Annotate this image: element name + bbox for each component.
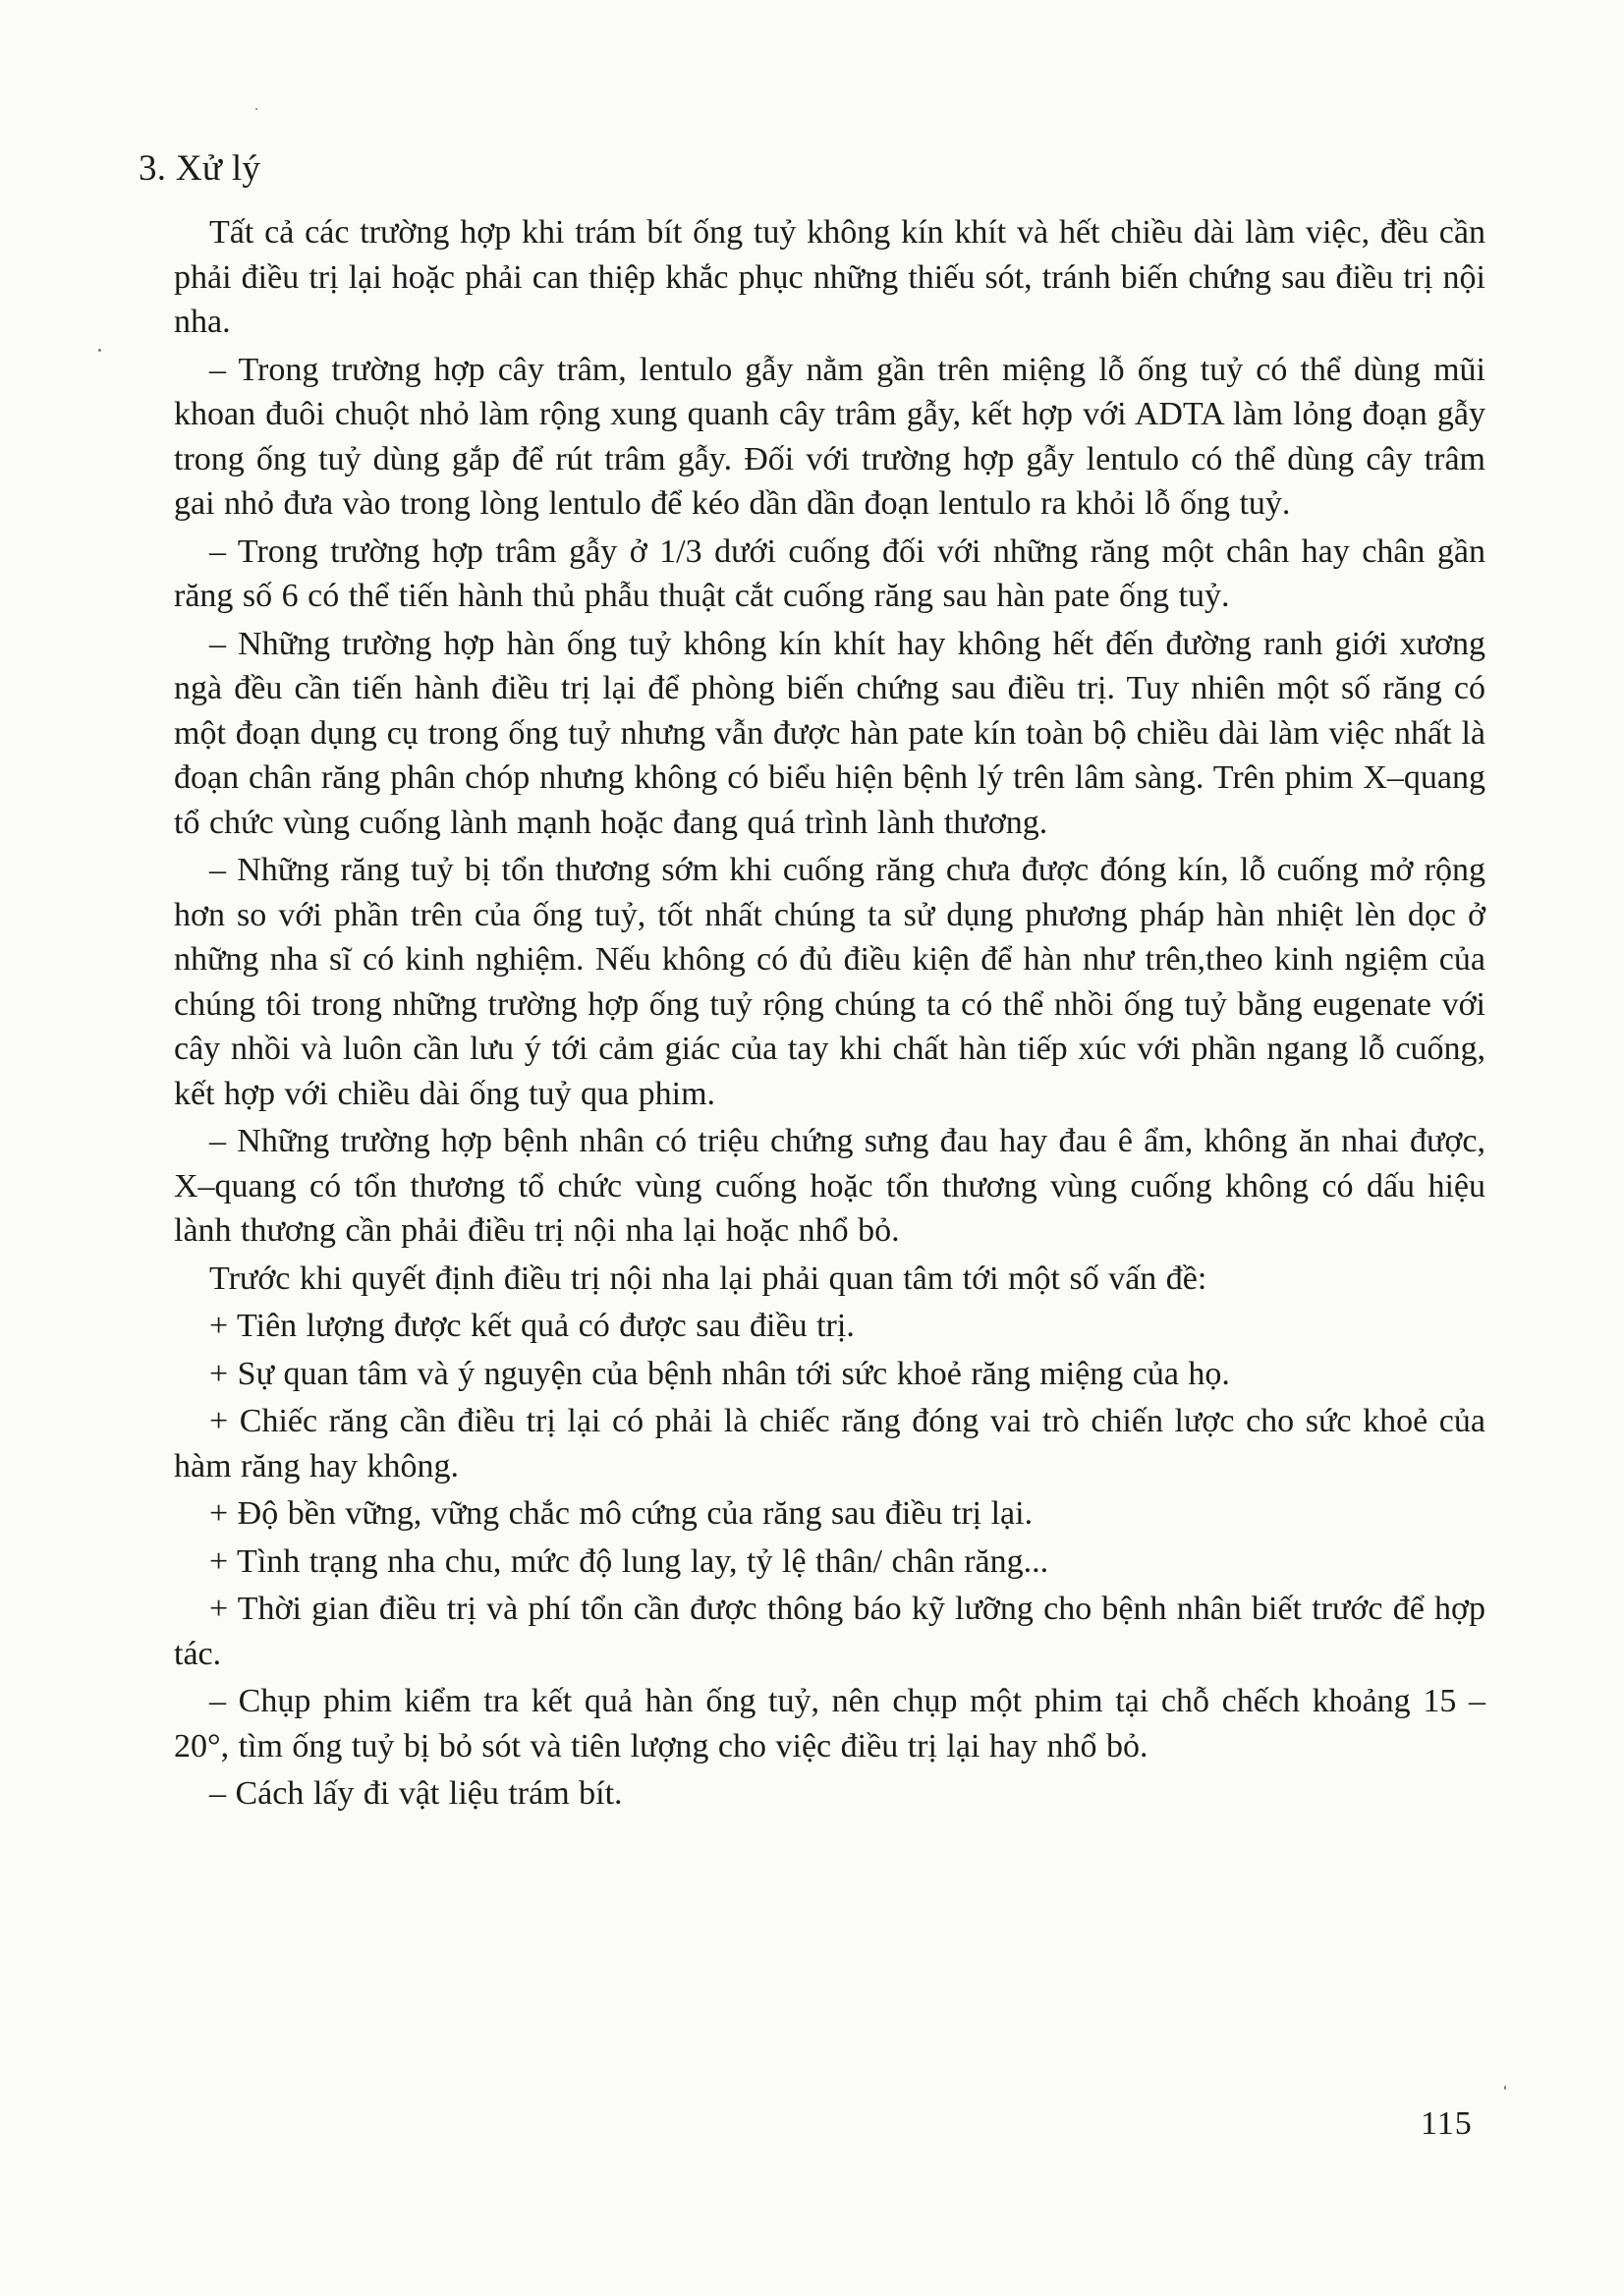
paragraph-broken-file: – Trong trường hợp cây trâm, lentulo gẫy nằm gần trên miệng lỗ ống tuỷ có thể dùng mũi khoan đuôi chuột nhỏ làm rộng xung quanh cây trâm gẫy, kết hợp với ADTA làm lỏng đoạn gẫy trong ống tuỷ dùng gắp để rút trâm gẫy. Đối với trường hợp gẫy lentulo có thể dùng cây trâm gai nhỏ đưa vào trong lòng lentulo để kéo dần dần đoạn lentulo ra khỏi lỗ ống tuỷ.: [174, 351, 1485, 522]
scan-speck: [1504, 2086, 1506, 2090]
paragraph-removal: – Cách lấy đi vật liệu trám bít.: [209, 1775, 623, 1812]
paragraph-intro: Tất cả các trường hợp khi trám bít ống tuỷ không kín khít và hết chiều dài làm việc, đều cần phải điều trị lại hoặc phải can thiệp khắc phục những thiếu sót, tránh biến chứng sau điều trị nội nha.: [174, 214, 1485, 340]
page-number: 115: [1421, 2105, 1473, 2142]
paragraph-open-apex: – Những răng tuỷ bị tổn thương sớm khi cuống răng chưa được đóng kín, lỗ cuống mở rộng hơn so với phần trên của ống tuỷ, tốt nhất chúng ta sử dụng phương pháp hàn nhiệt lèn dọc ở những nha sĩ có kinh nghiệm. Nếu không có đủ điều kiện để hàn như trên,theo kinh ngiệm của chúng tôi trong những trường hợp ống tuỷ rộng chúng ta có thể nhồi ống tuỷ bằng eugenate với cây nhồi và luôn cần lưu ý tới cảm giác của tay khi chất hàn tiếp xúc với phần ngang lỗ cuống, kết hợp với chiều dài ống tuỷ qua phim.: [174, 852, 1485, 1112]
list-item: + Tiên lượng được kết quả có được sau điều trị.: [209, 1308, 855, 1344]
list-item: + Độ bền vững, vững chắc mô cứng của răng sau điều trị lại.: [209, 1495, 1034, 1532]
list-item: + Sự quan tâm và ý nguyện của bệnh nhân tới sức khoẻ răng miệng của họ.: [209, 1355, 1230, 1392]
scan-speck: [255, 108, 257, 110]
paragraph-incomplete-fill: – Những trường hợp hàn ống tuỷ không kín khít hay không hết đến đường ranh giới xương ngà đều cần tiến hành điều trị lại để phòng biến chứng sau điều trị. Tuy nhiên một số răng có một đoạn dụng cụ trong ống tuỷ nhưng vẫn được hàn pate kín toàn bộ chiều dài làm việc nhất là đoạn chân răng phân chóp nhưng không có biểu hiện bệnh lý trên lâm sàng. Trên phim X–quang tổ chức vùng cuống lành mạnh hoặc đang quá trình lành thương.: [174, 625, 1485, 841]
body-text: [174, 210, 1485, 1820]
list-item: + Chiếc răng cần điều trị lại có phải là chiếc răng đóng vai trò chiến lược cho sức khoẻ của hàm răng hay không.: [174, 1403, 1485, 1484]
paragraph-symptoms: – Những trường hợp bệnh nhân có triệu chứng sưng đau hay đau ê ẩm, không ăn nhai được, X–quang có tổn thương tổ chức vùng cuống hoặc tổn thương vùng cuống không có dấu hiệu lành thương cần phải điều trị nội nha lại hoặc nhổ bỏ.: [174, 1123, 1485, 1249]
paragraph-considerations: Trước khi quyết định điều trị nội nha lại phải quan tâm tới một số vấn đề:: [209, 1260, 1207, 1297]
list-item: + Thời gian điều trị và phí tổn cần được thông báo kỹ lưỡng cho bệnh nhân biết trước để hợp tác.: [174, 1591, 1485, 1672]
scan-speck: [98, 349, 101, 352]
paragraph-xray: – Chụp phim kiểm tra kết quả hàn ống tuỷ, nên chụp một phim tại chỗ chếch khoảng 15 – 20°, tìm ống tuỷ bị bỏ sót và tiên lượng cho việc điều trị lại hay nhổ bỏ.: [174, 1683, 1485, 1764]
paragraph-apical-third: – Trong trường hợp trâm gẫy ở 1/3 dưới cuống đối với những răng một chân hay chân gần răng số 6 có thể tiến hành thủ phẫu thuật cắt cuống răng sau hàn pate ống tuỷ.: [174, 532, 1485, 614]
list-item: + Tình trạng nha chu, mức độ lung lay, tỷ lệ thân/ chân răng...: [209, 1542, 1049, 1580]
section-heading: 3. Xử lý: [139, 148, 261, 189]
